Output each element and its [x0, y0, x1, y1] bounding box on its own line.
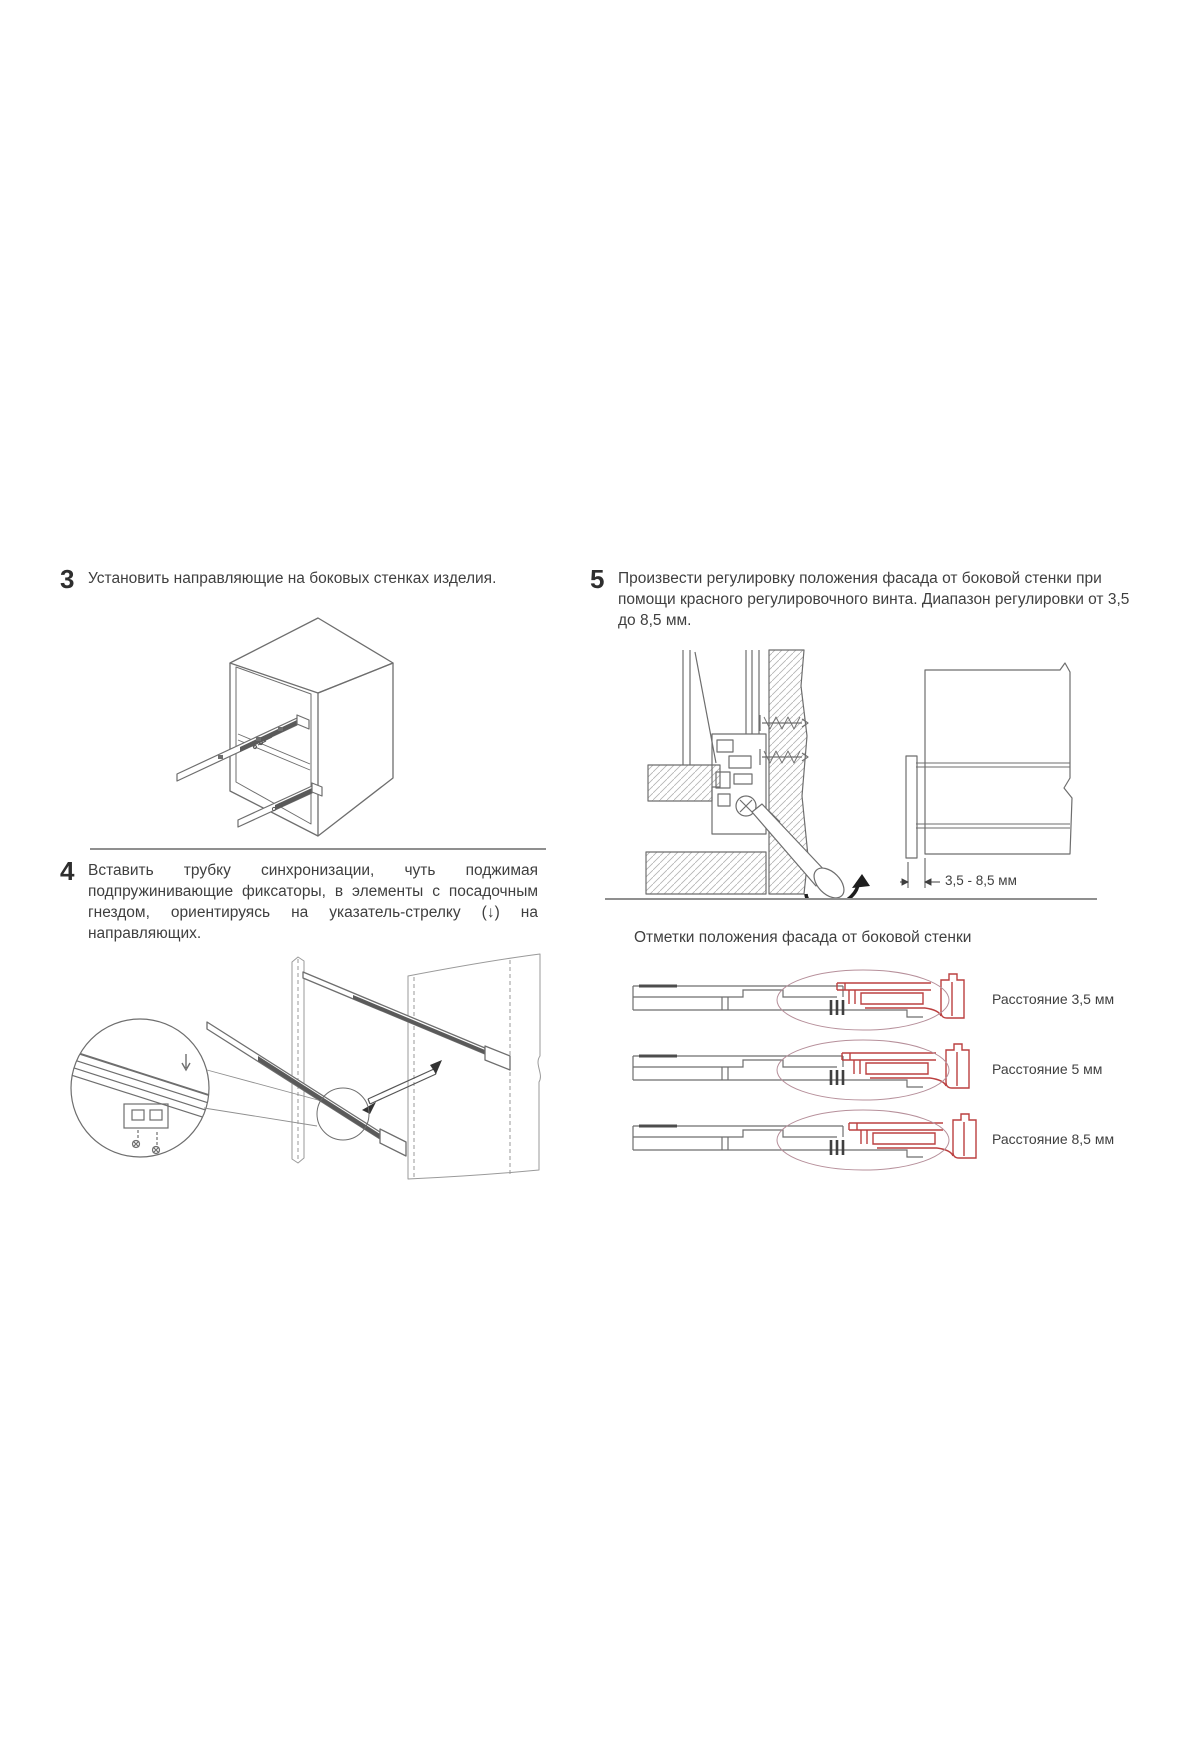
mark-row-5mm — [625, 1030, 1102, 1108]
section-divider-right — [605, 898, 1097, 900]
mark-row-label: Расстояние 3,5 мм — [992, 991, 1115, 1007]
step5-sideview-illustration — [900, 648, 1105, 898]
step3-section — [60, 564, 530, 594]
dimension-label: 3,5 - 8,5 мм — [945, 873, 1017, 888]
drawer-slide-lower — [207, 1022, 406, 1156]
highlight-ellipse — [777, 1040, 949, 1100]
sync-tube — [368, 1069, 436, 1104]
cabinet-box — [230, 618, 393, 836]
step3-number: 3 — [60, 564, 75, 594]
section-divider-left — [90, 848, 546, 850]
facade-edge-bar — [906, 756, 917, 858]
callout-detail — [68, 1050, 218, 1154]
mark-row-8-5mm — [625, 1100, 1114, 1178]
step4-number: 4 — [60, 856, 75, 886]
drawer-slide-upper — [303, 972, 510, 1070]
step5-crosssection-illustration — [632, 646, 897, 898]
facade-section-lines — [683, 650, 716, 765]
step5-section — [590, 564, 1142, 631]
mark-row-label: Расстояние 8,5 мм — [992, 1131, 1115, 1147]
down-arrow-icon — [182, 1054, 190, 1070]
step3-cabinet-illustration — [160, 606, 440, 846]
red-adjuster-profile — [842, 1044, 969, 1088]
callout-leader-lines — [204, 1070, 318, 1126]
bottom-panel-section — [646, 852, 766, 894]
step3-text: Установить направляющие на боковых стенках изделия. — [88, 570, 497, 587]
step4-sync-tube-illustration — [58, 948, 558, 1183]
red-adjuster-profile — [849, 1114, 976, 1158]
mark-row-label: Расстояние 5 мм — [992, 1061, 1103, 1077]
side-panel-outline — [925, 663, 1072, 854]
marks-heading: Отметки положения фасада от боковой стенки — [634, 929, 972, 946]
step4-section — [60, 856, 538, 944]
red-adjuster-profile — [837, 974, 964, 1018]
dimension-lines — [900, 858, 940, 888]
slide-upper-arm-lines — [746, 650, 759, 734]
step5-text: Произвести регулировку положения фасада от боковой стенки при помощи красного регулировочного винта. Диапазон регулировки от 3,5 до 8,5 мм. — [618, 570, 1130, 630]
insert-arrow-right — [430, 1060, 442, 1074]
step5-number: 5 — [590, 564, 605, 594]
highlight-ellipse — [777, 1110, 949, 1170]
slide-profile-illustration — [625, 1030, 980, 1108]
slide-edge-lines — [916, 763, 1070, 828]
step4-text: Вставить трубку синхронизации, чуть поджимая подпружинивающие фиксаторы, в элементы с посадочным гнездом, ориентируясь на указатель-стрелку (↓) на направляющих. — [88, 862, 538, 943]
drawer-slide-upper — [177, 715, 309, 781]
drawer-bottom-section — [648, 765, 720, 801]
slide-profile-illustration — [625, 960, 980, 1038]
slide-profile-illustration — [625, 1100, 980, 1178]
mark-row-3-5mm — [625, 960, 1114, 1038]
